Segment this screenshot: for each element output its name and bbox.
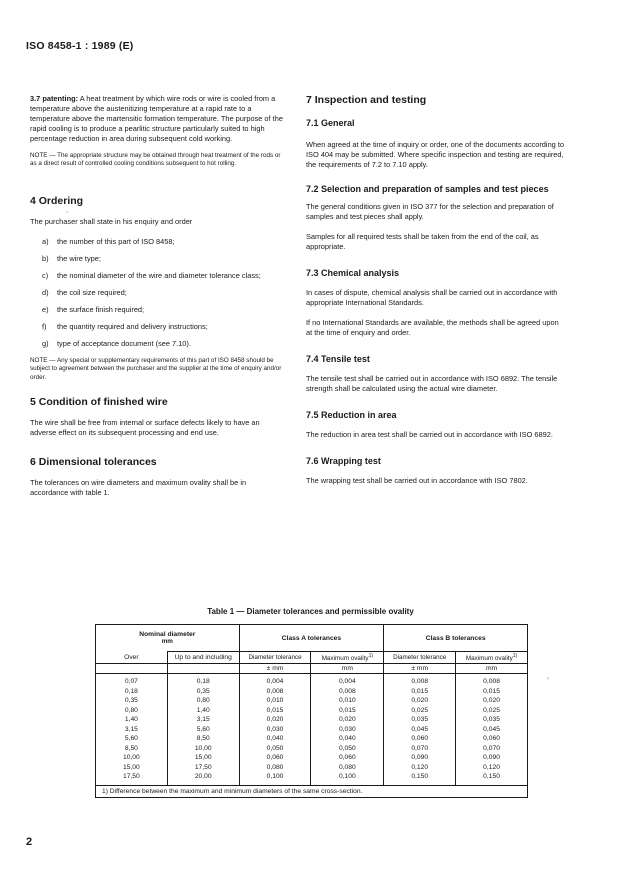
ordering-list-item: [42, 322, 283, 332]
ordering-item-text: the number of this part of ISO 8458;: [57, 236, 175, 246]
table-cell: 0,120: [483, 763, 500, 771]
ordering-item-label: b): [42, 253, 49, 263]
table-unit-row: [96, 664, 528, 674]
class-b-diameter-tolerance-header: Diameter tolerance: [384, 652, 456, 664]
table-cell: 0,050: [338, 744, 356, 752]
class-a-header: Class A tolerances: [239, 625, 384, 652]
ordering-list-item: [42, 305, 283, 315]
table-cell: 0,015: [411, 687, 429, 695]
table-cell: 0,18: [196, 678, 210, 686]
table-cell: 0,060: [411, 735, 429, 743]
upto-values: [167, 674, 239, 786]
class-a-tolerance-values: [239, 674, 311, 786]
table-cell: 0,045: [483, 725, 500, 733]
table-cell: 0,120: [411, 763, 429, 771]
heading-wrapping: 7.6 Wrapping test: [306, 455, 381, 466]
left-column: [30, 94, 283, 498]
table-cell: 0,030: [338, 725, 356, 733]
table-cell: 15,00: [194, 754, 212, 762]
heading-condition: 5 Condition of finished wire: [30, 396, 168, 409]
table-cell: 0,004: [338, 678, 356, 686]
table-cell: 0,100: [266, 773, 284, 781]
table-cell: 0,070: [483, 744, 500, 752]
heading-general: 7.1 General: [306, 118, 355, 128]
ordering-list-item: [42, 339, 283, 349]
table-cell: 0,015: [266, 706, 284, 714]
table-cell: 5,60: [124, 735, 138, 743]
table-cell: 3,15: [196, 716, 210, 724]
table-cell: 8,50: [196, 735, 210, 743]
table-cell: 0,015: [483, 687, 500, 695]
condition-text: The wire shall be free from internal or surface defects likely to have an adverse effect on its subsequent processing and end use.: [30, 418, 260, 438]
table-cell: 0,35: [124, 697, 138, 705]
table-cell: 0,008: [483, 678, 500, 686]
section-3-7-term: patenting: [42, 94, 76, 103]
heading-chemical: 7.3 Chemical analysis: [306, 267, 400, 278]
ordering-item-label: c): [42, 270, 49, 280]
section-3-7-text: A heat treatment by which wire rods or wire is cooled from a temperature above the austenitizing temperature at a rapid rate to a temperature above the martensitic formation temperature. The purpose of the rapid cooling is to produce a pearlitic structure particularly suited to high percentage reduction in area during subsequent cold working.: [30, 94, 283, 143]
wrapping-text: The wrapping test shall be carried out in accordance with ISO 7802.: [306, 475, 528, 485]
heading-tensile: 7.4 Tensile test: [306, 353, 370, 364]
table-cell: 0,040: [338, 735, 356, 743]
ordering-item-label: d): [42, 287, 49, 297]
table-cell: 0,060: [483, 735, 500, 743]
table-cell: 0,060: [338, 754, 356, 762]
table-cell: 0,80: [196, 697, 210, 705]
table-cell: 8,50: [124, 744, 138, 752]
heading-ordering: 4 Ordering: [30, 194, 84, 207]
heading-dimensional-tolerances: 6 Dimensional tolerances: [30, 456, 157, 469]
table-cell: 0,090: [411, 754, 429, 762]
chemical-text-2: If no International Standards are available, the methods shall be agreed upon at the time of enquiry and order.: [306, 317, 559, 337]
nominal-diameter-header: Nominal diameter mm: [96, 625, 240, 652]
page-number: 2: [26, 836, 33, 848]
table-cell: 17,50: [194, 763, 212, 771]
table-cell: 0,040: [266, 735, 284, 743]
ordering-item-label: g): [42, 338, 49, 348]
table-cell: 5,60: [196, 725, 210, 733]
unit-a-tol: ± mm: [239, 664, 311, 674]
ordering-item-label: a): [42, 236, 49, 246]
table-caption: Table 1 — Diameter tolerances and permissible ovality: [207, 607, 414, 616]
table-cell: 20,00: [194, 773, 212, 781]
tensile-text: The tensile test shall be carried out in accordance with ISO 6892. The tensile strength shall be calculated using the actual wire diameter.: [306, 373, 558, 393]
class-a-diameter-tolerance-header: Diameter tolerance: [239, 652, 311, 664]
ordering-item-label: e): [42, 304, 49, 314]
table-cell: 17,50: [123, 773, 140, 781]
upto-header: Up to and including: [167, 652, 239, 664]
general-text: When agreed at the time of inquiry or order, one of the documents according to ISO 404 may be submitted. Where specific inspection and testing are required, the requirements of 7.2 to 7.10 apply.: [306, 140, 565, 169]
ordering-item-label: f): [42, 321, 47, 331]
table-cell: 0,035: [483, 716, 500, 724]
table-footnote-row: [96, 785, 528, 797]
table-cell: 0,150: [483, 773, 500, 781]
table-cell: 0,80: [124, 706, 138, 714]
table-cell: 0,010: [266, 697, 284, 705]
section-3-7: 3.7 patenting: A heat treatment by which wire rods or wire is cooled from a temperature above the austenitizing temperature at a rapid rate to a temperature above the martensitic formation temperature. The purpose of the rapid cooling is to produce a pearlitic structure particularly suited to high percentage reduction in area during subsequent cold working.: [30, 94, 283, 143]
table-cell: 0,015: [338, 706, 356, 714]
table-cell: 0,080: [338, 763, 356, 771]
ordering-item-text: the surface finish required;: [57, 304, 145, 314]
table-cell: 0,100: [338, 773, 356, 781]
ordering-note: NOTE — Any special or supplementary requirements of this part of ISO 8458 should be subject to agreement between the purchaser and the supplier at the time of enquiry and/or order.: [30, 356, 282, 381]
over-values: [96, 674, 168, 786]
table-cell: 0,080: [266, 763, 284, 771]
samples-text-2: Samples for all required tests shall be taken from the end of the coil, as appropriate.: [306, 231, 539, 251]
dimensional-tolerances-text: The tolerances on wire diameters and maximum ovality shall be in accordance with table 1.: [30, 478, 247, 498]
table-cell: 0,004: [266, 678, 284, 686]
samples-text-1: The general conditions given in ISO 377 for the selection and preparation of samples and test pieces shall apply.: [306, 201, 554, 221]
ordering-list-item: [42, 288, 283, 298]
table-cell: 0,070: [411, 744, 429, 752]
table-cell: 0,008: [338, 687, 356, 695]
reduction-text: The reduction in area test shall be carried out in accordance with ISO 6892.: [306, 429, 553, 439]
ordering-item-text: the nominal diameter of the wire and diameter tolerance class;: [57, 270, 261, 280]
tolerance-table: [95, 624, 528, 798]
heading-reduction: 7.5 Reduction in area: [306, 409, 397, 420]
ordering-list: [30, 237, 283, 349]
ordering-list-item: [42, 271, 283, 281]
ordering-list-item: [42, 254, 283, 264]
ordering-item-text: the coil size required;: [57, 287, 127, 297]
ordering-list-item: [42, 237, 283, 247]
table-header-row-2: [96, 652, 528, 664]
table-cell: 0,035: [411, 716, 429, 724]
table-cell: 1,40: [196, 706, 210, 714]
ordering-item-text: the wire type;: [57, 253, 101, 263]
table-cell: 15,00: [123, 763, 140, 771]
stray-mark: ·: [66, 209, 69, 216]
class-a-max-ovality-header: Maximum ovality$^{1)}$: [311, 652, 384, 664]
table-cell: 0,35: [196, 687, 210, 695]
unit-b-tol: ± mm: [384, 664, 456, 674]
table-cell: 10,00: [123, 754, 140, 762]
table-cell: 0,020: [266, 716, 284, 724]
table-header-row-1: [96, 625, 528, 652]
heading-inspection: 7 Inspection and testing: [306, 94, 427, 106]
section-3-7-note: NOTE — The appropriate structure may be obtained through heat treatment of the rods or as a direct result of controlled cooling conditions subsequent to hot rolling.: [30, 151, 281, 168]
table-cell: 0,030: [266, 725, 284, 733]
table-cell: 1,40: [124, 716, 138, 724]
table-cell: 0,150: [411, 773, 429, 781]
margin-mark: ‹: [547, 676, 549, 682]
heading-samples: 7.2 Selection and preparation of samples and test pieces: [306, 183, 549, 194]
table-cell: 0,050: [266, 744, 284, 752]
table-cell: 0,020: [483, 697, 500, 705]
class-b-tolerance-values: [384, 674, 456, 786]
right-column: [306, 94, 564, 486]
table-cell: 0,025: [483, 706, 500, 714]
table-cell: 0,18: [124, 687, 138, 695]
over-header: Over: [96, 652, 168, 664]
unit-a-oval: mm: [311, 664, 384, 674]
class-a-ovality-values: [311, 674, 384, 786]
section-3-7-number: 3.7: [30, 94, 41, 103]
class-b-header: Class B tolerances: [384, 625, 528, 652]
table-cell: 0,010: [338, 697, 356, 705]
table-cell: 0,060: [266, 754, 284, 762]
ordering-item-text: the quantity required and delivery instructions;: [57, 321, 208, 331]
table-cell: 0,020: [411, 697, 429, 705]
ordering-intro: The purchaser shall state in his enquiry and order: [30, 216, 193, 226]
table-cell: 0,045: [411, 725, 429, 733]
table-cell: 10,00: [194, 744, 212, 752]
table-cell: 0,07: [124, 678, 138, 686]
document-header: ISO 8458-1 : 1989 (E): [26, 40, 134, 52]
ordering-item-text: type of acceptance document (see 7.10).: [57, 338, 191, 348]
table-values-row: [96, 674, 528, 786]
class-b-ovality-values: [456, 674, 528, 786]
class-b-max-ovality-header: Maximum ovality$^{1)}$: [456, 652, 528, 664]
unit-b-oval: mm: [456, 664, 528, 674]
table-footnote: 1) Difference between the maximum and minimum diameters of the same cross-section.: [96, 785, 528, 797]
table-cell: 0,025: [411, 706, 429, 714]
table-cell: 3,15: [124, 725, 138, 733]
table-cell: 0,008: [266, 687, 284, 695]
table-cell: 0,090: [483, 754, 500, 762]
table-cell: 0,020: [338, 716, 356, 724]
table-cell: 0,008: [411, 678, 429, 686]
chemical-text-1: In cases of dispute, chemical analysis shall be carried out in accordance with appropriate International Standards.: [306, 287, 558, 307]
